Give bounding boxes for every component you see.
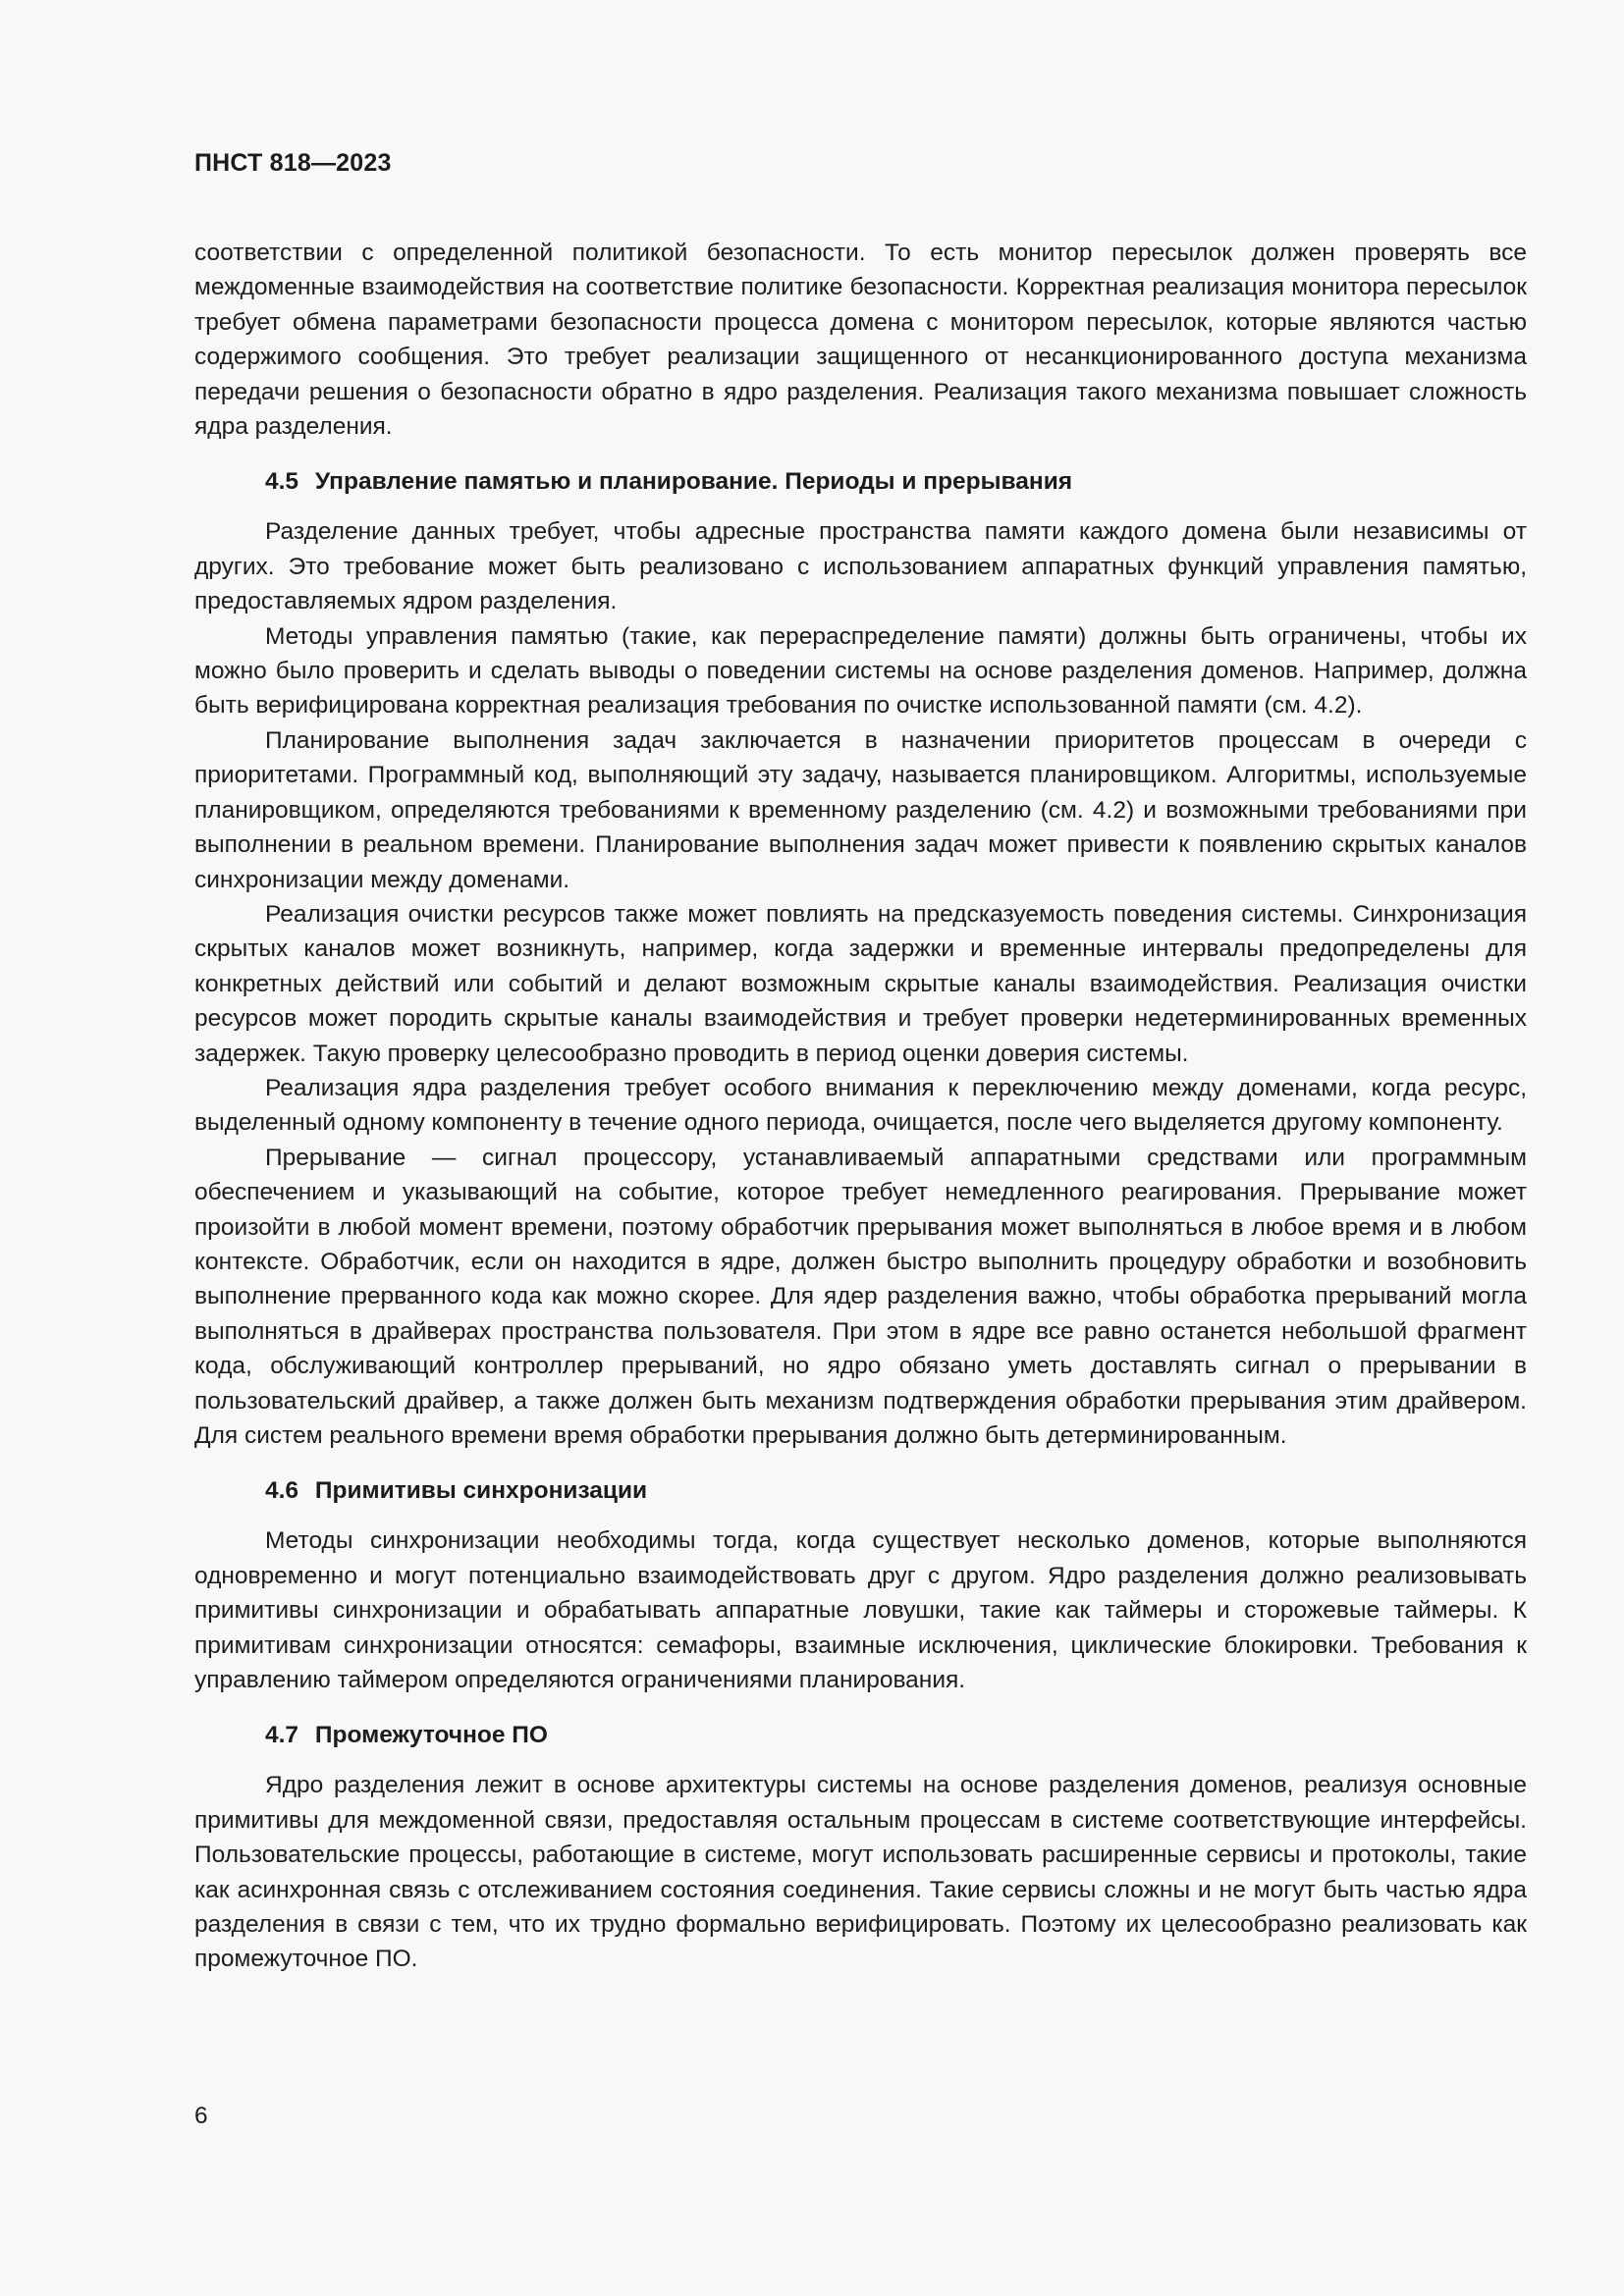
document-id-header: ПНСТ 818—2023 <box>194 149 392 177</box>
paragraph: Планирование выполнения задач заключается в назначении приоритетов процессам в очереди с приоритетами. Программный код, выполняющий эту задачу, называется планировщиком. Алгоритмы, используемые планировщиком, определяются требованиями к временному разделению (см. 4.2) и возможными требованиями при выполнении в реальном времени. Планирование выполнения задач может привести к появлению скрытых каналов синхронизации между доменами. <box>194 726 1527 893</box>
paragraph: Методы синхронизации необходимы тогда, когда существует несколько доменов, которые выполняются одновременно и могут потенциально взаимодействовать друг с другом. Ядро разделения должно реализовывать примитивы синхронизации и обрабатывать аппаратные ловушки, такие как таймеры и сторожевые таймеры. К примитивам синхронизации относятся: семафоры, взаимные исключения, циклические блокировки. Требования к управлению таймером определяются ограничениями планирования. <box>194 1527 1527 1694</box>
section-number: 4.5 <box>265 468 299 496</box>
paragraph: Прерывание — сигнал процессору, устанавливаемый аппаратными средствами или программным обеспечением и указывающий на событие, которое требует немедленного реагирования. Прерывание может произойти в любой момент времени, поэтому обработчик прерывания может выполняться в любое время и в любом контексте. Обработчик, если он находится в ядре, должен быстро выполнить процедуру обработки и возобновить выполнение прерванного кода как можно скорее. Для ядер разделения важно, чтобы обработка прерываний могла выполняться в драйверах пространства пользователя. При этом в ядре все равно останется небольшой фрагмент кода, обслуживающий контроллер прерываний, но ядро обязано уметь доставлять сигнал о прерывании в пользовательский драйвер, а также должен быть механизм подтверждения обработки прерывания этим драйвером. Для систем реального времени время обработки прерывания должно быть детерминированным. <box>194 1144 1527 1449</box>
paragraph: Разделение данных требует, чтобы адресные пространства памяти каждого домена были независимы от других. Это требование может быть реализовано с использованием аппаратных функций управления памятью, предоставляемых ядром разделения. <box>194 518 1527 615</box>
section-title: Промежуточное ПО <box>314 1722 548 1749</box>
section-title: Управление памятью и планирование. Периоды и прерывания <box>314 468 1073 496</box>
section-number: 4.6 <box>265 1477 299 1505</box>
section-heading-4-5 <box>265 465 1527 499</box>
document-page <box>194 147 1527 1977</box>
section-number: 4.7 <box>265 1722 299 1749</box>
paragraph: Методы управления памятью (такие, как перераспределение памяти) должны быть ограничены, чтобы их можно было проверить и сделать выводы о поведении системы на основе разделения доменов. Например, должна быть верифицирована корректная реализация требования по очистке использованной памяти (см. 4.2). <box>194 622 1527 720</box>
continuation-paragraph: соответствии с определенной политикой безопасности. То есть монитор пересылок должен проверять все междоменные взаимодействия на соответствие политике безопасности. Корректная реализация монитора пересылок требует обмена параметрами безопасности процесса домена с монитором пересылок, которые являются частью содержимого сообщения. Это требует реализации защищенного от несанкционированного доступа механизма передачи решения о безопасности обратно в ядро разделения. Реализация такого механизма повышает сложность ядра разделения. <box>194 240 1527 441</box>
paragraph: Реализация ядра разделения требует особого внимания к переключению между доменами, когда ресурс, выделенный одному компоненту в течение одного периода, очищается, после чего выделяется другому компоненту. <box>194 1074 1527 1137</box>
section-heading-4-6 <box>265 1474 1527 1508</box>
section-title: Примитивы синхронизации <box>314 1477 648 1505</box>
paragraph: Реализация очистки ресурсов также может повлиять на предсказуемость поведения системы. Синхронизация скрытых каналов может возникнуть, например, когда задержки и временные интервалы предопределены для конкретных действий или событий и делают возможным скрытые каналы взаимодействия. Реализация очистки ресурсов может породить скрытые каналы взаимодействия и требует проверки недетерминированных временных задержек. Такую проверку целесообразно проводить в период оценки доверия системы. <box>194 900 1527 1067</box>
paragraph: Ядро разделения лежит в основе архитектуры системы на основе разделения доменов, реализуя основные примитивы для междоменной связи, предоставляя остальным процессам в системе соответствующие интерфейсы. Пользовательские процессы, работающие в системе, могут использовать расширенные сервисы и протоколы, такие как асинхронная связь с отслеживанием состояния соединения. Такие сервисы сложны и не могут быть частью ядра разделения в связи с тем, что их трудно формально верифицировать. Поэтому их целесообразно реализовать как промежуточное ПО. <box>194 1772 1527 1973</box>
section-heading-4-7 <box>265 1719 1527 1752</box>
page-number: 6 <box>194 2103 208 2129</box>
